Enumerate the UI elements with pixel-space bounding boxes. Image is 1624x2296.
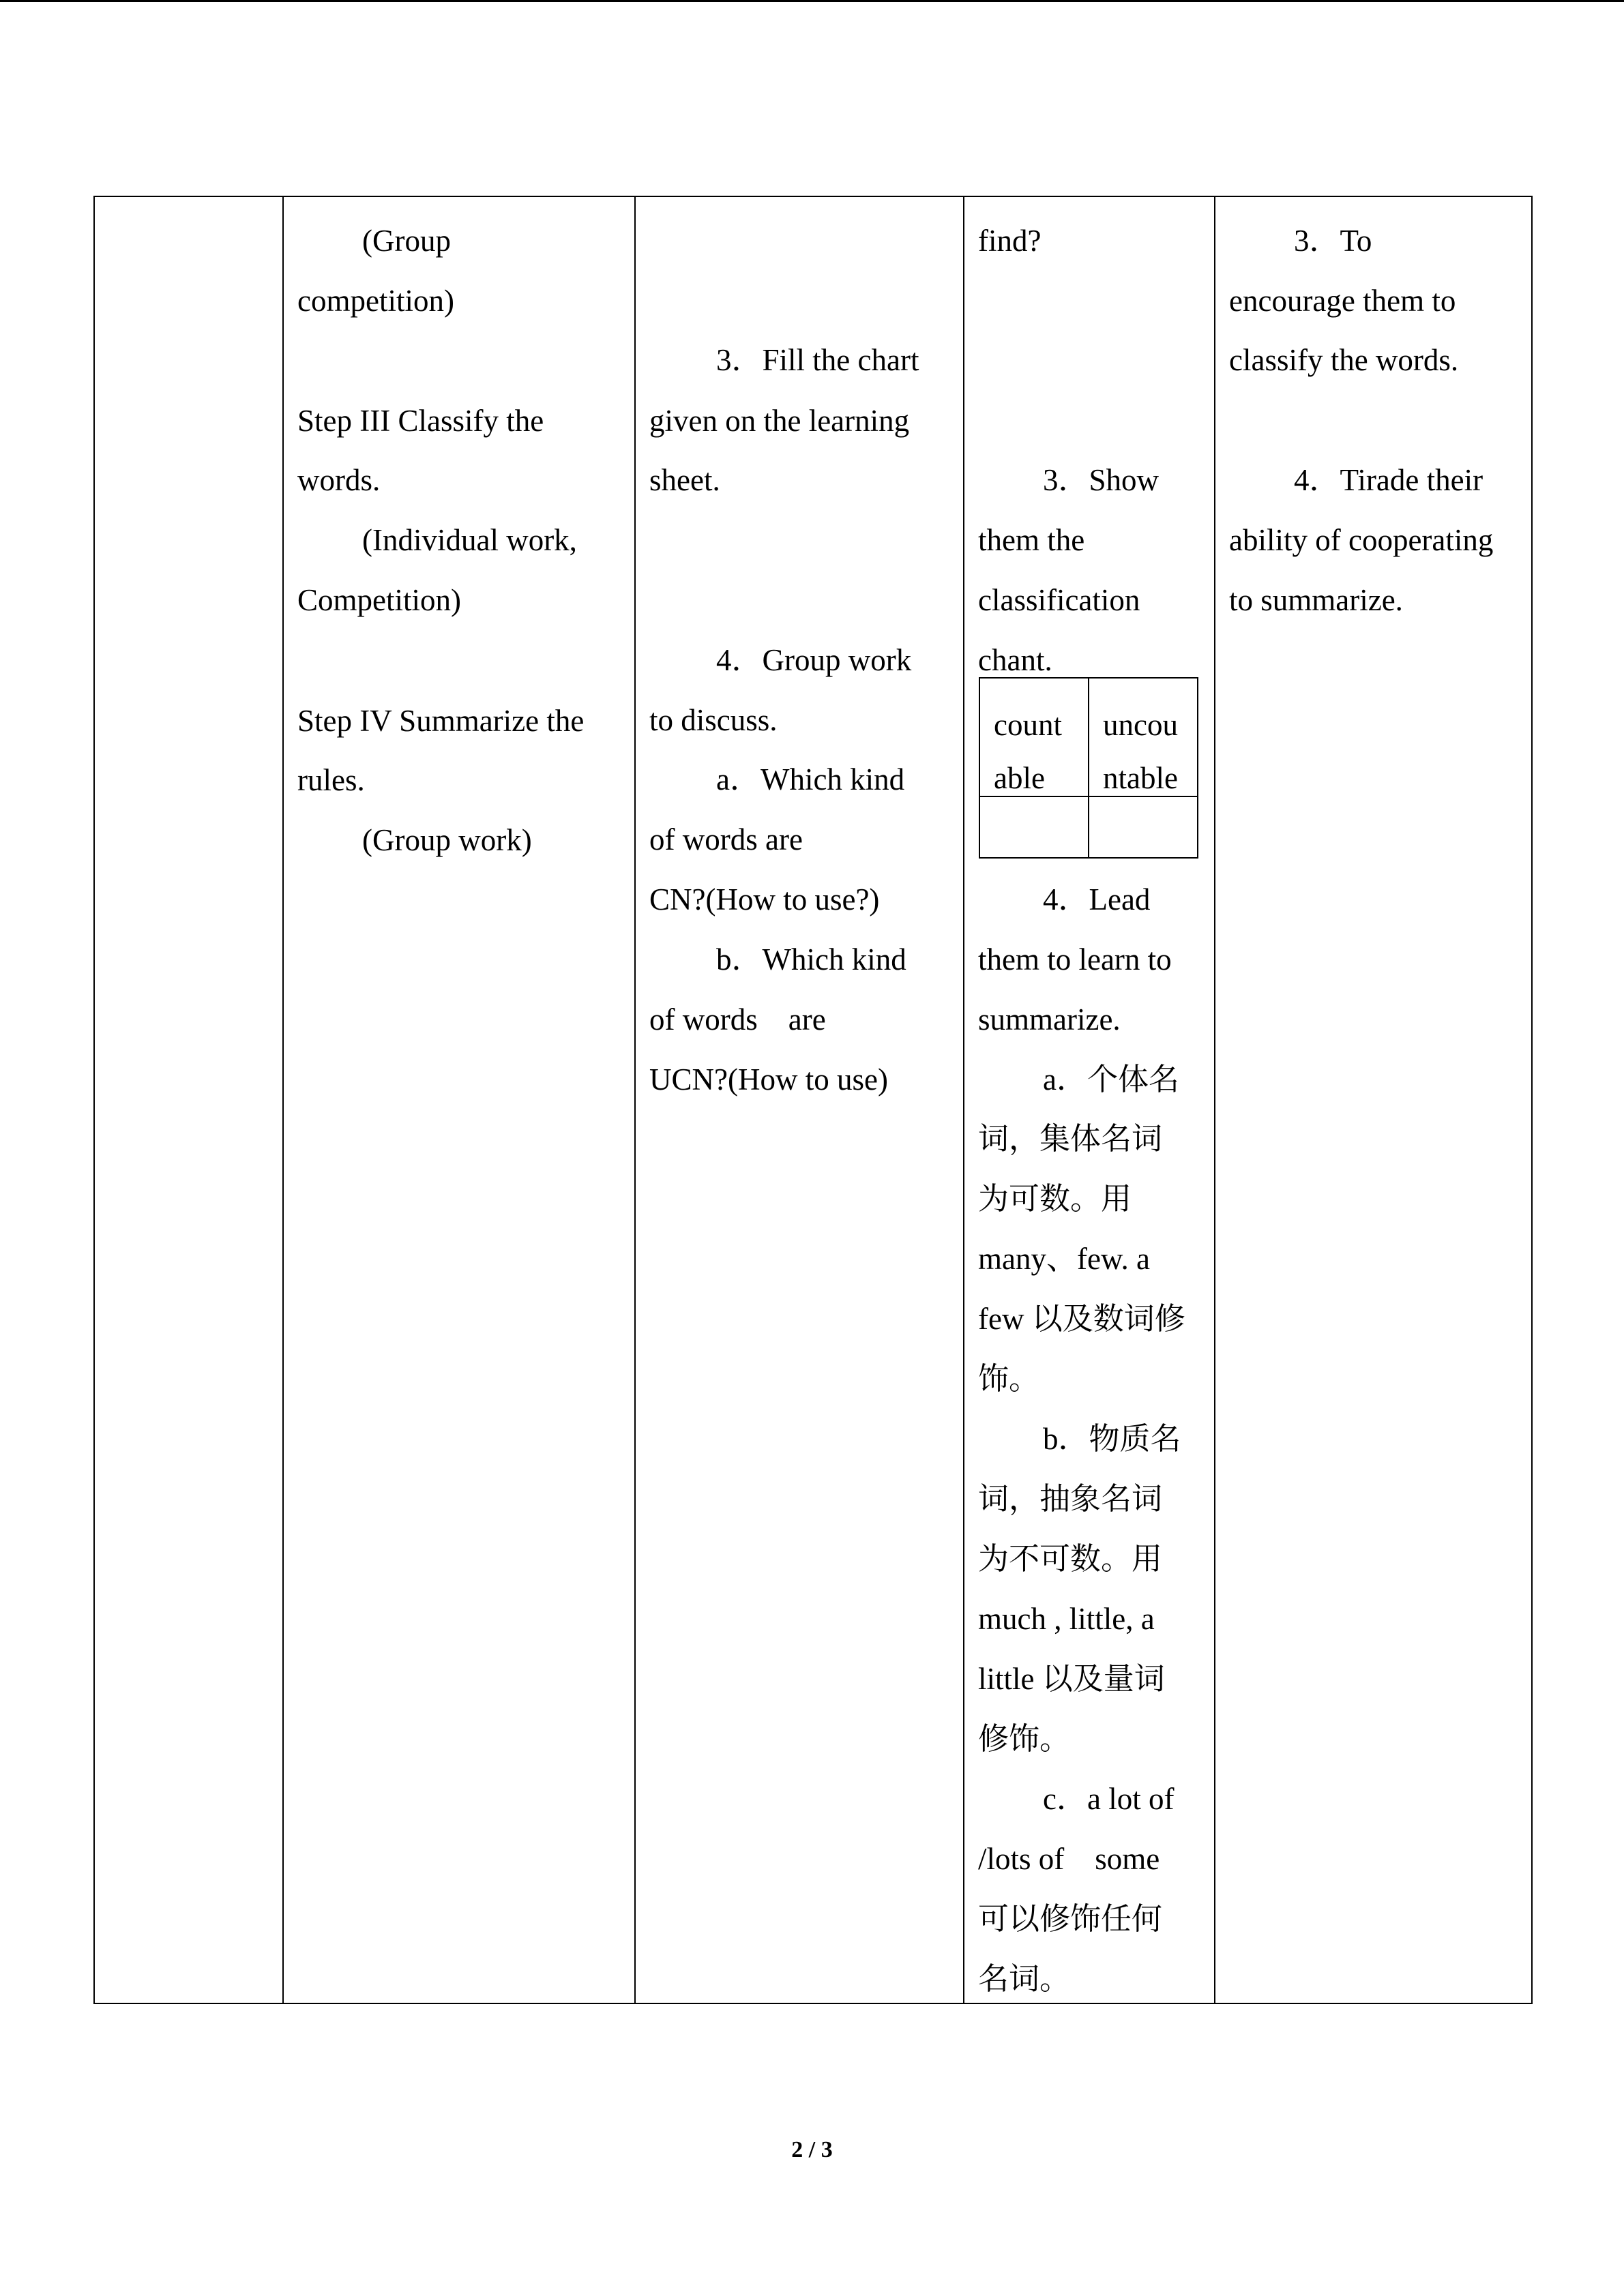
col2-line: (Group xyxy=(362,224,451,258)
col4-line: 修饰。 xyxy=(978,1722,1071,1756)
empty-cell xyxy=(979,796,1089,858)
col4-line: little 以及量词 xyxy=(978,1662,1165,1696)
col4-line: them the xyxy=(978,523,1085,557)
col3-line: sheet. xyxy=(649,463,720,497)
col2-line: (Group work) xyxy=(362,823,532,857)
col4-line: 词，抽象名词 xyxy=(978,1482,1163,1516)
col5-line: 4．Tirade their xyxy=(1294,463,1483,497)
page-number: 2 / 3 xyxy=(791,2137,833,2162)
col2-line: (Individual work, xyxy=(362,523,577,557)
col3-line: of words are xyxy=(649,1002,826,1037)
col5-line: ability of cooperating xyxy=(1229,523,1494,557)
col3-line: CN?(How to use?) xyxy=(649,882,880,916)
col3-line: to discuss. xyxy=(649,703,778,737)
col4-line: a．个体名 xyxy=(1043,1062,1179,1097)
col4-line: 饰。 xyxy=(978,1362,1040,1396)
col4-line: b．物质名 xyxy=(1043,1422,1181,1456)
col3-line: 3．Fill the chart xyxy=(716,343,919,377)
col4-line: 词，集体名词 xyxy=(978,1122,1163,1156)
col3-line: of words are xyxy=(649,822,803,856)
col5-line: to summarize. xyxy=(1229,583,1403,617)
col3-line: UCN?(How to use) xyxy=(649,1062,888,1097)
column-2-cell xyxy=(283,196,635,2003)
col2-line: words. xyxy=(297,463,381,497)
col3-line: 4．Group work xyxy=(716,643,912,677)
col4-line: /lots of some xyxy=(978,1842,1160,1876)
col4-line: summarize. xyxy=(978,1002,1121,1037)
col4-line: 为不可数。用 xyxy=(978,1542,1163,1576)
col4-line: much , little, a xyxy=(978,1602,1155,1636)
chart-header-text: ntable xyxy=(1103,761,1178,795)
column-5-cell xyxy=(1215,196,1532,2003)
empty-cell xyxy=(1089,796,1198,858)
uncountable-header-cell xyxy=(1089,678,1198,796)
col4-line: few 以及数词修 xyxy=(978,1302,1185,1336)
col4-line: them to learn to xyxy=(978,942,1172,976)
countable-header-cell xyxy=(979,678,1089,796)
col2-line: competition) xyxy=(297,284,454,318)
column-3-cell xyxy=(635,196,964,2003)
col5-line: encourage them to xyxy=(1229,284,1456,318)
table-row xyxy=(979,796,1198,858)
lesson-plan-table xyxy=(93,196,1533,2004)
col2-line: Competition) xyxy=(297,583,461,617)
col4-line: chant. xyxy=(978,643,1052,677)
col4-line: c．a lot of xyxy=(1043,1782,1175,1816)
col5-line: classify the words. xyxy=(1229,343,1459,377)
col4-line: 可以修饰任何 xyxy=(978,1902,1163,1936)
col4-line: 为可数。用 xyxy=(978,1182,1132,1216)
chart-header-text: uncou xyxy=(1103,708,1178,742)
col4-line: many、few. a xyxy=(978,1242,1150,1276)
col4-line: 4．Lead xyxy=(1043,882,1151,916)
table-row xyxy=(979,678,1198,796)
col2-line: rules. xyxy=(297,763,365,797)
col5-line: 3．To xyxy=(1294,224,1372,258)
col4-line: 名词。 xyxy=(978,1962,1071,1996)
column-1-cell xyxy=(94,196,283,2003)
col4-line: classification xyxy=(978,583,1140,617)
col3-line: a．Which kind xyxy=(716,762,905,796)
column-4-cell xyxy=(964,196,1215,2003)
col2-line: Step IV Summarize the xyxy=(297,704,585,738)
classification-chart xyxy=(979,677,1198,859)
col3-line: given on the learning xyxy=(649,404,910,438)
table-row xyxy=(94,196,1532,2003)
col2-line: Step III Classify the xyxy=(297,404,544,438)
chart-header-text: count xyxy=(994,708,1062,742)
chart-header-text: able xyxy=(994,761,1045,795)
col4-line: find? xyxy=(978,224,1042,258)
col4-line: 3．Show xyxy=(1043,463,1160,497)
col3-line: b．Which kind xyxy=(716,942,906,976)
top-border-line xyxy=(0,0,1624,2)
